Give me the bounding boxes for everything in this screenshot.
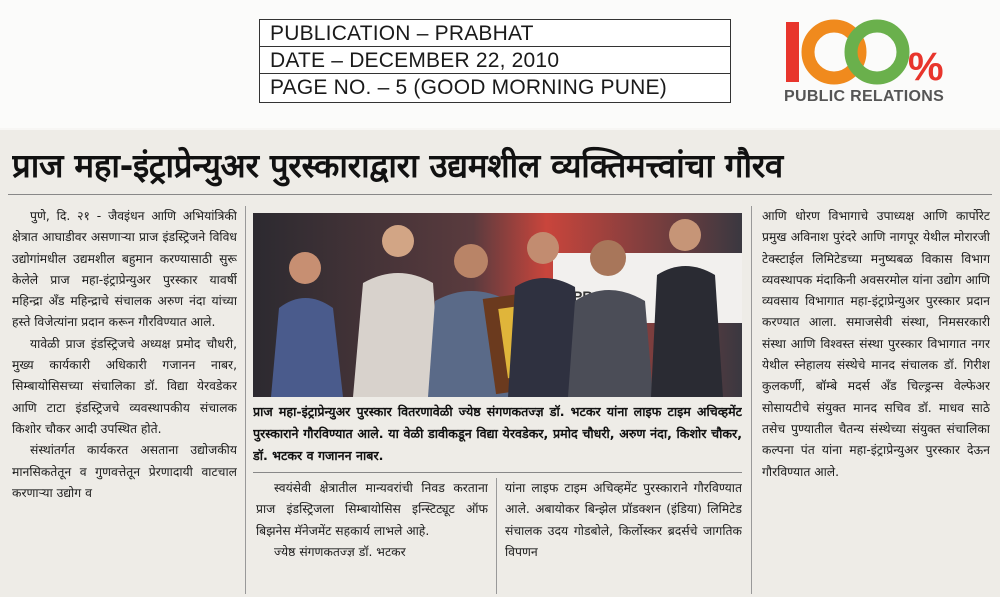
column-rule (751, 206, 752, 594)
photo-illustration (253, 213, 742, 397)
logo-digit-one (786, 22, 799, 82)
photo-caption: प्राज महा-इंट्राप्रेन्युअर पुरस्कार वितरणावेळी ज्येष्ठ संगणकतज्ज्ञ डॉ. भटकर यांना लाइफ टाइम अचिव्हमेंट पुरस्काराने गौरविण्यात आले. या वेळी डावीकडून विद्या येरवडेकर, प्रमोद चौधरी, अरुण नंदा, किशोर चौकर, डॉ. भटकर व गजानन नाबर. (253, 404, 742, 463)
logo-tagline: PUBLIC RELATIONS (784, 88, 945, 105)
article-paragraph: आणि धोरण विभागाचे उपाध्यक्ष आणि कार्पोरेट प्रमुख अविनाश पुरंदरे आणि नागपूर येथील मोरारजी टेक्स्टाईल लिमिटेडच्या मनुष्यबळ विकास विभाग व्यवस्थापक मंदाकिनी अवसरमोल यांना उद्योग आणि व्यवसाय विभागात महा-इंट्राप्रेन्युअर पुरस्कार प्रदान करण्यात आला. समाजसेवी संस्था, निमसरकारी संस्था आणि विश्वस्त संस्था पुरस्कार विभागात नगर येथील स्नेहालय संस्थेचे मानद संचालक डॉ. गिरीश कुलकर्णी, बॉम्बे मदर्स अँड चिल्ड्रन्स वेल्फेअर सोसायटीचे संयुक्त मानद सचिव डॉ. माधव साठे तसेच पुण्यातील चैतन्य संस्थेच्या संयुक्त संचालिका कल्पना पंत यांना महा-इंट्राप्रेन्युअर पुरस्कार देऊन गौरविण्यात आले. (762, 209, 990, 479)
article-paragraph: यावेळी प्राज इंडस्ट्रिजचे अध्यक्ष प्रमोद चौधरी, मुख्य कार्यकारी अधिकारी गजानन नाबर, सिम्बायोसिसच्या संचालिका डॉ. विद्या येरवडेकर आणि टाटा इंडस्ट्रिजचे व्यवस्थापकीय संचालक किशोर चौकर आदी उपस्थित होते. (12, 336, 237, 436)
article-column-3 (505, 478, 742, 594)
publication-name: PUBLICATION – PRABHAT (260, 20, 730, 47)
publication-page: PAGE NO. – 5 (GOOD MORNING PUNE) (270, 76, 667, 99)
article-paragraph: पुणे, दि. २१ - जैवइंधन आणि अभियांत्रिकी क्षेत्रात आघाडीवर असणाऱ्या प्राज इंडस्ट्रिजने विविध उद्योगांमधील उद्यमशील बहुमान करण्यासाठी सुरू केलेले प्राज महा-इंट्राप्रेन्युअर पुरस्कार यावर्षी महिन्द्रा अँड महिन्द्राचे संचालक अरुण नंदा यांच्या हस्ते विजेत्यांना प्रदान करून गौरविण्यात आले. (12, 209, 237, 330)
article-paragraph: यांना लाइफ टाइम अचिव्हमेंट पुरस्काराने गौरविण्यात आले. अबायोकर बिन्झेल प्रॉडक्शन (इंडिया) लिमिटेड संचालक उदय गोडबोले, किर्लोस्कर ब्रदर्सचे जागतिक विपणन (505, 481, 742, 559)
column-rule (245, 206, 246, 594)
article-paragraph: स्वयंसेवी क्षेत्रातील मान्यवरांची निवड करताना प्राज इंडस्ट्रिजला सिम्बायोसिस इन्स्टिट्यूट ऑफ बिझनेस मॅनेजमेंट सहकार्य लाभले आहे. (256, 481, 488, 538)
publication-date: DATE – DECEMBER 22, 2010 (260, 47, 730, 74)
logo-percent: % (908, 45, 944, 89)
article-paragraph: ज्येष्ठ संगणकतज्ज्ञ डॉ. भटकर (274, 544, 406, 559)
award-ceremony-photo (253, 213, 742, 397)
article-paragraph: संस्थांतर्गत कार्यकरत असताना उद्योजकीय मानसिकतेतून व गुणवत्तेतून प्रेरणादायी वाटचाल करणाऱ्या उद्योग व (12, 443, 237, 500)
article-column-4 (762, 206, 990, 594)
headline-rule (8, 194, 992, 195)
article-headline: प्राज महा-इंट्राप्रेन्युअर पुरस्काराद्वारा उद्यमशील व्यक्तिमत्त्वांचा गौरव (12, 146, 783, 185)
article-column-2 (256, 478, 488, 594)
caption-rule (253, 472, 742, 473)
publication-info-box (259, 19, 731, 103)
column-rule (496, 478, 497, 594)
article-column-1 (12, 206, 237, 594)
